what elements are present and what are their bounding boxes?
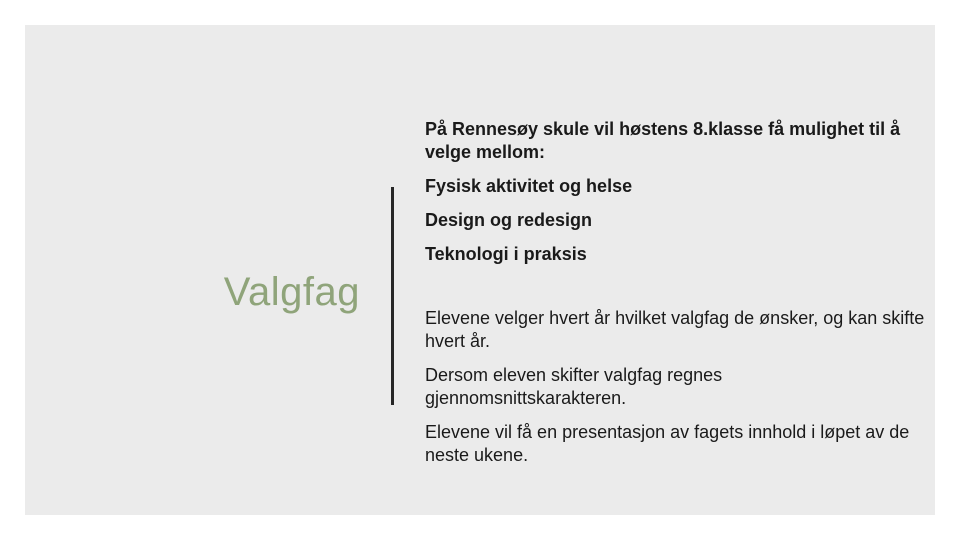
intro-text: På Rennesøy skule vil høstens 8.klasse få mulighet til å velge mellom: [425, 119, 901, 162]
note-item: Dersom eleven skifter valgfag regnes gjennomsnittskarakteren. [425, 365, 723, 408]
slide [25, 25, 935, 515]
vertical-divider [391, 187, 394, 405]
option-item: Teknologi i praksis [425, 244, 587, 264]
note-item: Elevene velger hvert år hvilket valgfag de ønsker, og kan skifte hvert år. [425, 308, 925, 351]
option-item: Fysisk aktivitet og helse [425, 176, 633, 196]
slide-title: Valgfag [223, 270, 360, 314]
slide-content [425, 118, 925, 478]
spacer [425, 277, 925, 307]
note-item: Elevene vil få en presentasjon av fagets innhold i løpet av de neste ukene. [425, 422, 910, 465]
option-item: Design og redesign [425, 210, 593, 230]
